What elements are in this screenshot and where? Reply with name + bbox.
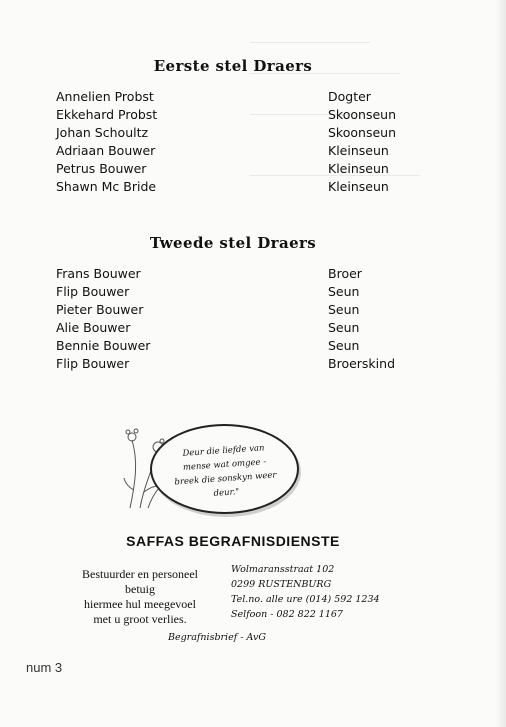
bearer-relation: Seun bbox=[328, 320, 360, 335]
bearer-relation: Kleinseun bbox=[328, 143, 389, 158]
bearer-row bbox=[56, 319, 456, 337]
bearer-relation: Broerskind bbox=[328, 356, 395, 371]
condolence-message bbox=[60, 567, 220, 627]
bearer-name: Annelien Probst bbox=[56, 89, 154, 104]
contact-details bbox=[231, 562, 401, 622]
bearer-relation: Seun bbox=[328, 338, 360, 353]
bearer-name: Johan Schoultz bbox=[56, 125, 149, 140]
bearer-row bbox=[56, 142, 456, 160]
bearer-name: Frans Bouwer bbox=[56, 266, 141, 281]
bearer-name: Flip Bouwer bbox=[56, 356, 130, 371]
bearer-row bbox=[56, 106, 456, 124]
bearer-name: Petrus Bouwer bbox=[56, 161, 147, 176]
quote-line: mense wat omgee - bbox=[182, 457, 267, 473]
bearer-name: Alie Bouwer bbox=[56, 320, 131, 335]
page-edge-shadow bbox=[496, 0, 506, 727]
condolence-line: Bestuurder en personeel bbox=[82, 567, 198, 581]
bearer-relation: Kleinseun bbox=[328, 179, 389, 194]
bearer-name: Pieter Bouwer bbox=[56, 302, 144, 317]
bearer-relation: Seun bbox=[328, 284, 360, 299]
bearer-row bbox=[56, 88, 456, 106]
quote-line: Deur die liefde van bbox=[182, 443, 265, 459]
signature: Begrafnisbrief - AvG bbox=[168, 632, 266, 643]
bearer-row bbox=[56, 178, 456, 196]
bearer-name: Ekkehard Probst bbox=[56, 107, 158, 122]
condolence-line: hiermee hul meegevoel bbox=[84, 597, 196, 611]
bearer-name: Shawn Mc Bride bbox=[56, 179, 157, 194]
bearer-relation: Seun bbox=[328, 302, 360, 317]
quote-text bbox=[158, 440, 292, 505]
first-bearers-list bbox=[56, 88, 456, 196]
bearer-relation: Kleinseun bbox=[328, 161, 389, 176]
bearer-row bbox=[56, 355, 456, 373]
contact-address: Wolmaransstraat 102 bbox=[231, 564, 335, 575]
second-bearers-list bbox=[56, 265, 456, 373]
bearer-row bbox=[56, 337, 456, 355]
bearer-row bbox=[56, 265, 456, 283]
bearer-row bbox=[56, 301, 456, 319]
company-name: SAFFAS BEGRAFNISDIENSTE bbox=[126, 533, 340, 549]
bearer-name: Adriaan Bouwer bbox=[56, 143, 156, 158]
contact-telephone: Tel.no. alle ure (014) 592 1234 bbox=[231, 594, 380, 605]
contact-cellphone: Selfoon - 082 822 1167 bbox=[231, 609, 343, 620]
contact-city: 0299 RUSTENBURG bbox=[231, 579, 332, 590]
first-bearers-heading: Eerste stel Draers bbox=[153, 57, 313, 75]
condolence-line: met u groot verlies. bbox=[93, 612, 187, 626]
quote-line: breek die sonskyn weer deur." bbox=[174, 470, 277, 499]
page-number: num 3 bbox=[26, 660, 63, 675]
bearer-relation: Skoonseun bbox=[328, 125, 396, 140]
bearer-relation: Broer bbox=[328, 266, 362, 281]
bearer-name: Bennie Bouwer bbox=[56, 338, 151, 353]
bearer-relation: Skoonseun bbox=[328, 107, 396, 122]
bearer-relation: Dogter bbox=[328, 89, 371, 104]
bearer-row bbox=[56, 124, 456, 142]
second-bearers-heading: Tweede stel Draers bbox=[149, 234, 317, 252]
bearer-row bbox=[56, 283, 456, 301]
bearer-name: Flip Bouwer bbox=[56, 284, 130, 299]
bearer-row bbox=[56, 160, 456, 178]
condolence-line: betuig bbox=[125, 582, 155, 596]
